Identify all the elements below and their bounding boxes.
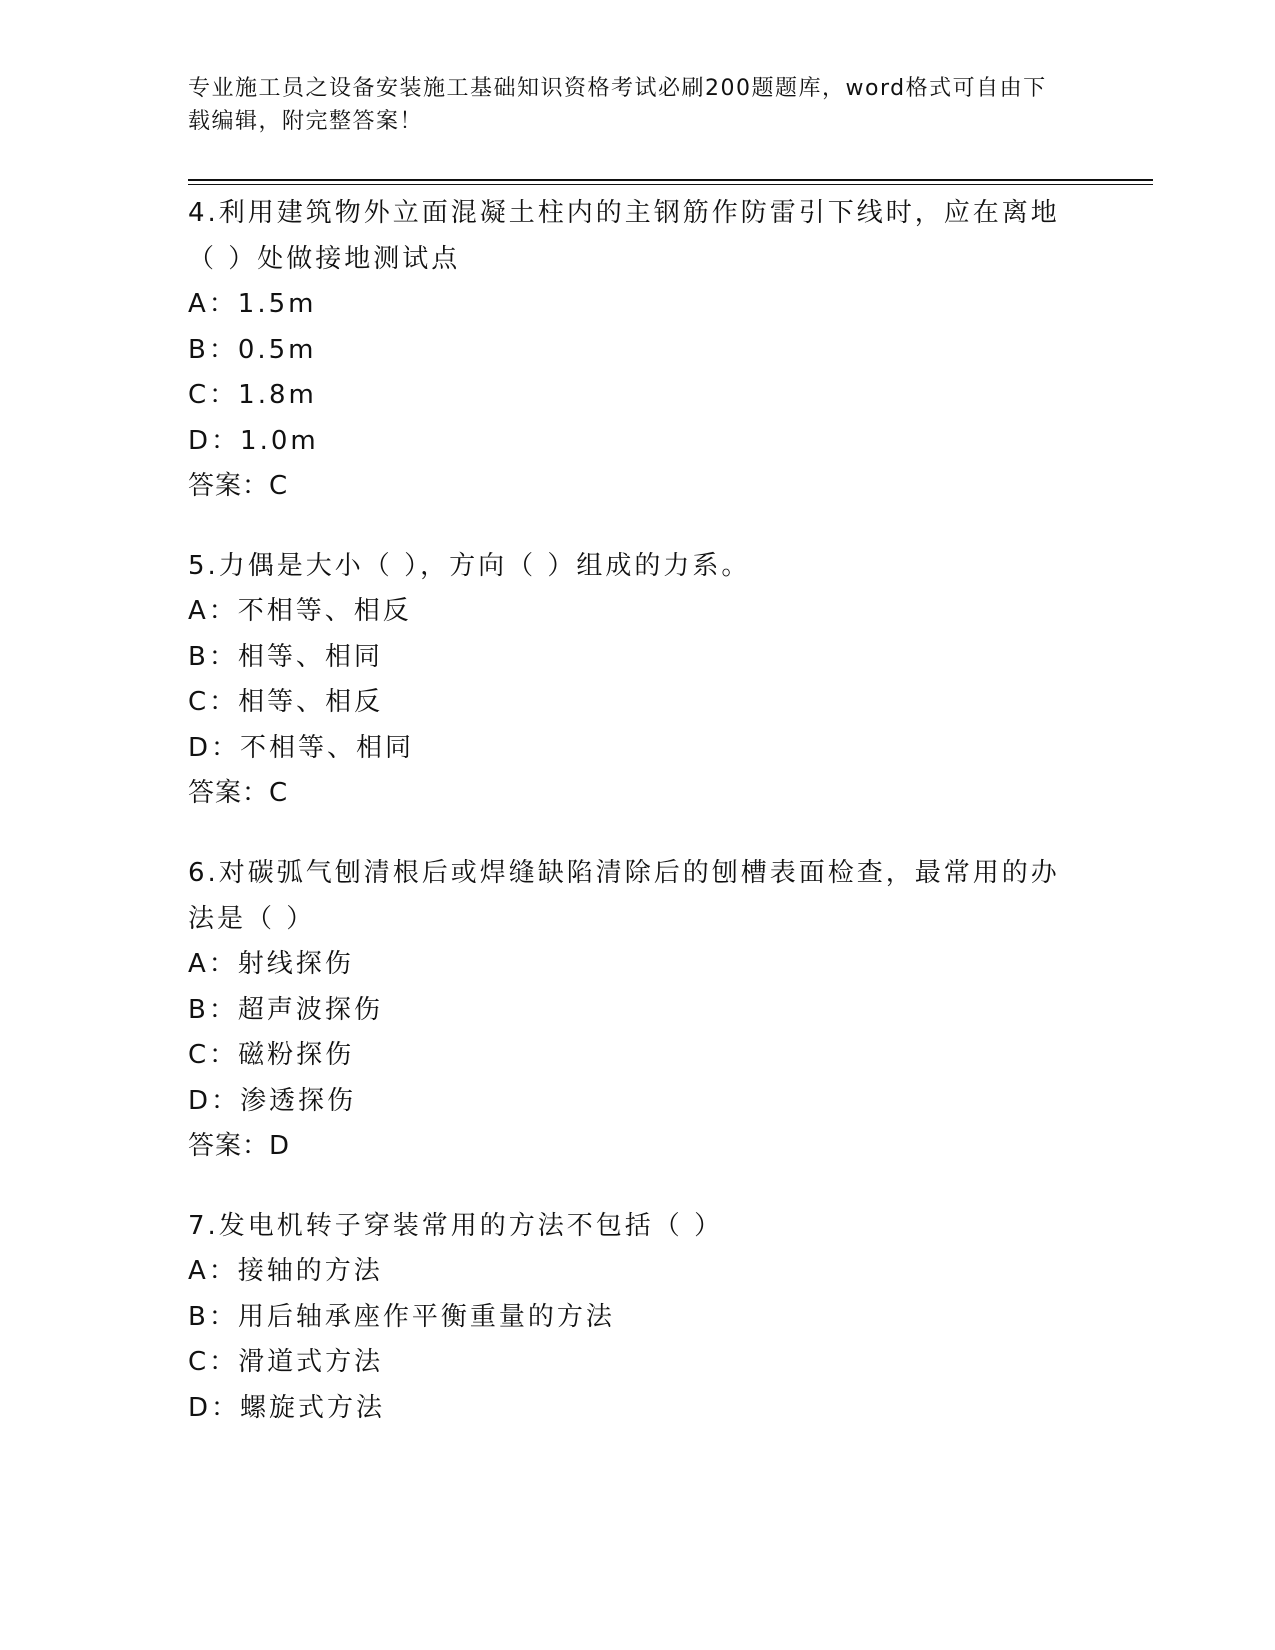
answer: 答案：D <box>188 1131 291 1161</box>
option-a: A：射线探伤 <box>188 949 354 979</box>
option-b: B：0.5m <box>188 334 317 365</box>
answer: 答案：C <box>188 471 289 501</box>
option-d: D：1.0m <box>188 425 319 456</box>
option-c: C：1.8m <box>188 380 317 410</box>
option-d: D：渗透探伤 <box>188 1085 357 1116</box>
option-b: B：超声波探伤 <box>188 994 383 1025</box>
question-4 <box>188 190 1068 509</box>
document-header: 专业施工员之设备安装施工基础知识资格考试必刷200题题库，word格式可自由下载编辑，附完整答案！ <box>188 76 1047 134</box>
question-text: 5.力偶是大小（ ），方向（ ）组成的力系。 <box>188 551 751 581</box>
option-a: A：不相等、相反 <box>188 596 412 626</box>
question-text: 4.利用建筑物外立面混凝土柱内的主钢筋作防雷引下线时，应在离地（ ）处做接地测试点 <box>188 198 1060 274</box>
option-d: D：螺旋式方法 <box>188 1392 386 1423</box>
header-rule-thick <box>188 179 1153 181</box>
question-list <box>188 190 1068 1465</box>
answer: 答案：C <box>188 778 289 808</box>
question-5 <box>188 543 1068 816</box>
question-6 <box>188 850 1068 1169</box>
option-a: A：接轴的方法 <box>188 1256 383 1286</box>
question-text: 7.发电机转子穿装常用的方法不包括（ ） <box>188 1211 724 1241</box>
option-b: B：用后轴承座作平衡重量的方法 <box>188 1301 615 1332</box>
option-c: C：相等、相反 <box>188 687 384 717</box>
option-d: D：不相等、相同 <box>188 732 415 763</box>
option-b: B：相等、相同 <box>188 641 383 672</box>
option-a: A：1.5m <box>188 289 317 319</box>
option-c: C：滑道式方法 <box>188 1347 384 1377</box>
option-c: C：磁粉探伤 <box>188 1040 355 1070</box>
question-text: 6.对碳弧气刨清根后或焊缝缺陷清除后的刨槽表面检查，最常用的办法是（ ） <box>188 858 1060 934</box>
header-rule-thin <box>188 184 1153 185</box>
question-7 <box>188 1203 1068 1431</box>
